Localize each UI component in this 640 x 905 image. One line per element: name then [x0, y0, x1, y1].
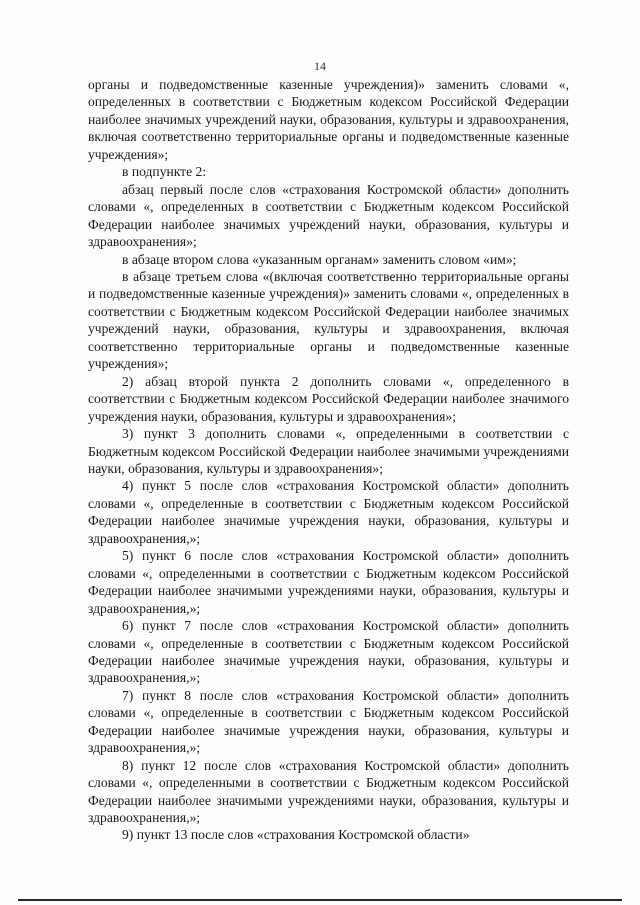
paragraph-item-5: 5) пункт 6 после слов «страхования Костромской области» дополнить словами «, определенными в соответствии с Бюджетным кодексом Российской Федерации наиболее значимыми учреждениями науки, образования, культуры и здравоохранения,»;: [88, 548, 569, 616]
paragraph-subpoint-2-heading: в подпункте 2:: [122, 164, 207, 180]
paragraph-item-7: 7) пункт 8 после слов «страхования Костромской области» дополнить словами «, определенные в соответствии с Бюджетным кодексом Российской Федерации наиболее значимые учреждения науки, образования, культуры и здравоохранения,»;: [88, 687, 569, 756]
page-number: 14: [314, 59, 326, 73]
paragraph-item-4: 4) пункт 5 после слов «страхования Костромской области» дополнить словами «, определенные в соответствии с Бюджетным кодексом Российской Федерации наиболее значимые учреждения науки, образования, культуры и здравоохранения,»;: [88, 478, 569, 546]
paragraph-item-8: 8) пункт 12 после слов «страхования Костромской области» дополнить словами «, определенными в соответствии с Бюджетным кодексом Российской Федерации наиболее значимыми учреждениями науки, образования, культуры и здравоохранения,»;: [88, 757, 569, 826]
paragraph-item-2: 2) абзац второй пункта 2 дополнить словами «, определенного в соответствии с Бюджетным кодексом Российской Федерации наиболее значимого учреждения науки, образования, культуры и здравоохранения»;: [88, 373, 569, 424]
paragraph-item-3: 3) пункт 3 дополнить словами «, определенными в соответствии с Бюджетным кодексом Российской Федерации наиболее значимыми учреждениями науки, образования, культуры и здравоохранения»;: [88, 426, 569, 476]
paragraph-first-abzac: абзац первый после слов «страхования Костромской области» дополнить словами «, определенных в соответствии с Бюджетным кодексом Российской Федерации наиболее значимых учреждений науки, образования, культуры и здравоохранения»;: [88, 181, 569, 250]
paragraph-second-abzac: в абзаце втором слова «указанным органам» заменить словом «им»;: [122, 251, 517, 267]
paragraph-continuation: органы и подведомственные казенные учреждения)» заменить словами «, определенных в соответствии с Бюджетным кодексом Российской Федерации наиболее значимых учреждений науки, образования, культуры и здравоохранения, включая соответственно территориальные органы и подведомственные казенные учреждения»;: [88, 77, 569, 162]
paragraph-third-abzac: в абзаце третьем слова «(включая соответственно территориальные органы и подведомственные казенные учреждения)» заменить словами «, определенных в соответствии с Бюджетным кодексом Российской Федерации наиболее значимых учреждений науки, образования, культуры и здравоохранения, включая соответственно территориальные органы и подведомственные казенные учреждения»;: [88, 268, 569, 372]
paragraph-item-9: 9) пункт 13 после слов «страхования Костромской области»: [122, 827, 470, 843]
scan-edge-line: [18, 899, 622, 901]
document-body: [88, 76, 569, 844]
paragraph-item-6: 6) пункт 7 после слов «страхования Костромской области» дополнить словами «, определенные в соответствии с Бюджетным кодексом Российской Федерации наиболее значимые учреждения науки, образования, культуры и здравоохранения,»;: [88, 618, 569, 686]
